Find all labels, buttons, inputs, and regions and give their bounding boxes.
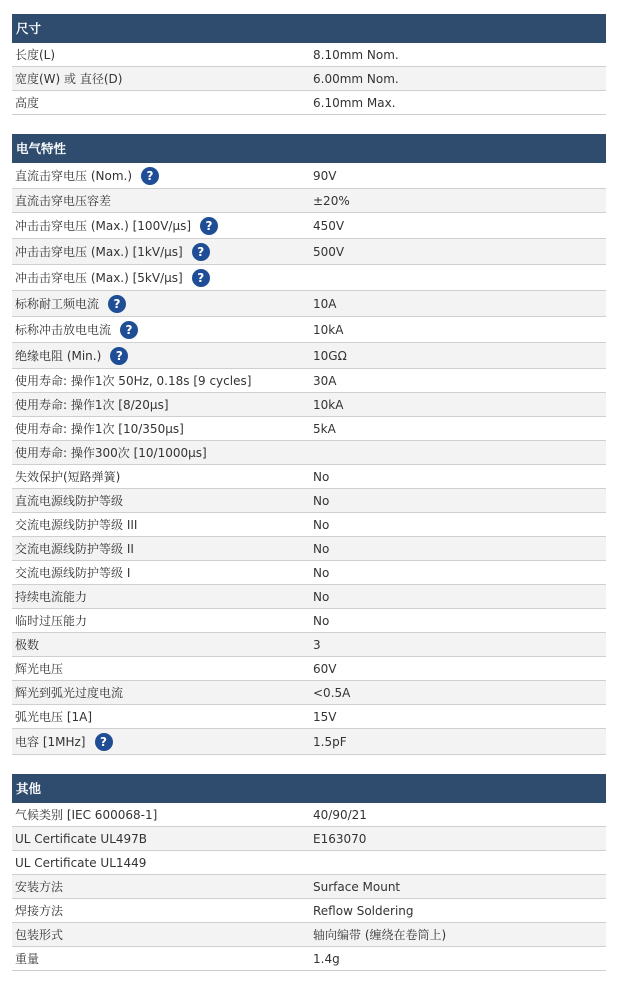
spec-label-cell xyxy=(12,856,309,870)
spec-label-cell xyxy=(12,564,309,581)
spec-row xyxy=(12,899,606,923)
spec-label-cell xyxy=(12,492,309,509)
spec-label-cell xyxy=(12,217,309,235)
spec-label: 安装方法 xyxy=(15,880,64,894)
spec-row xyxy=(12,465,606,489)
spec-value: 8.10mm Nom. xyxy=(313,47,399,62)
spec-value: 3 xyxy=(313,637,321,652)
spec-value: No xyxy=(313,493,330,508)
spec-label-cell xyxy=(12,396,309,413)
spec-label: 交流电源线防护等级 I xyxy=(15,566,131,580)
spec-value: No xyxy=(313,469,330,484)
spec-row xyxy=(12,417,606,441)
spec-value: 10kA xyxy=(313,322,344,337)
spec-row xyxy=(12,265,606,291)
spec-row xyxy=(12,705,606,729)
spec-label: 直流电源线防护等级 xyxy=(15,494,124,508)
spec-label-cell xyxy=(12,70,309,87)
spec-row xyxy=(12,803,606,827)
spec-label: 使用寿命: 操作1次 [10/350µs] xyxy=(15,422,184,436)
spec-label-cell xyxy=(12,167,309,185)
spec-label-cell xyxy=(12,612,309,629)
spec-row xyxy=(12,441,606,465)
spec-label: 极数 xyxy=(15,638,40,652)
spec-value: E163070 xyxy=(313,831,367,846)
spec-value: 60V xyxy=(313,661,337,676)
spec-label: 标称冲击放电电流 xyxy=(15,323,112,337)
spec-label-cell xyxy=(12,269,309,287)
spec-label: 宽度(W) 或 直径(D) xyxy=(15,72,123,86)
help-icon[interactable]: ? xyxy=(200,217,218,235)
spec-label-cell xyxy=(12,516,309,533)
spec-label-cell xyxy=(12,420,309,437)
spec-row xyxy=(12,923,606,947)
spec-label: 电容 [1MHz] xyxy=(15,735,86,749)
spec-label: 重量 xyxy=(15,952,40,966)
help-icon[interactable]: ? xyxy=(108,295,126,313)
spec-row xyxy=(12,947,606,971)
spec-value: 15V xyxy=(313,709,337,724)
spec-row xyxy=(12,513,606,537)
spec-row xyxy=(12,163,606,189)
spec-label-cell xyxy=(12,684,309,701)
spec-value: 10A xyxy=(313,296,337,311)
spec-label: 长度(L) xyxy=(15,48,56,62)
spec-row xyxy=(12,489,606,513)
spec-label: 包装形式 xyxy=(15,928,64,942)
spec-row xyxy=(12,239,606,265)
spec-label-cell xyxy=(12,295,309,313)
spec-label: 交流电源线防护等级 II xyxy=(15,542,134,556)
spec-value: 40/90/21 xyxy=(313,807,367,822)
spec-label: 冲击击穿电压 (Max.) [1kV/µs] xyxy=(15,245,183,259)
spec-value: Surface Mount xyxy=(313,879,401,894)
spec-row xyxy=(12,189,606,213)
help-icon[interactable]: ? xyxy=(192,269,210,287)
spec-label: 冲击击穿电压 (Max.) [5kV/µs] xyxy=(15,271,183,285)
spec-value: No xyxy=(313,517,330,532)
section-header: 其他 xyxy=(12,774,606,803)
spec-label: UL Certificate UL497B xyxy=(15,831,148,846)
help-icon[interactable]: ? xyxy=(192,243,210,261)
spec-value: 30A xyxy=(313,373,337,388)
spec-section xyxy=(12,14,606,115)
spec-label-cell xyxy=(12,321,309,339)
spec-value: No xyxy=(313,541,330,556)
spec-label-cell xyxy=(12,832,309,846)
spec-label-cell xyxy=(12,468,309,485)
spec-row xyxy=(12,291,606,317)
spec-row xyxy=(12,369,606,393)
spec-row xyxy=(12,729,606,755)
spec-value: 1.4g xyxy=(313,951,340,966)
spec-value: No xyxy=(313,613,330,628)
spec-label-cell xyxy=(12,950,309,967)
spec-label-cell xyxy=(12,372,309,389)
spec-row xyxy=(12,393,606,417)
spec-value: 轴向编带 (缠绕在卷筒上) xyxy=(313,928,447,942)
spec-label-cell xyxy=(12,660,309,677)
spec-label: 直流击穿电压 (Nom.) xyxy=(15,169,133,183)
spec-label-cell xyxy=(12,636,309,653)
spec-row xyxy=(12,827,606,851)
help-icon[interactable]: ? xyxy=(120,321,138,339)
spec-row xyxy=(12,343,606,369)
spec-value: 6.10mm Max. xyxy=(313,95,396,110)
spec-label-cell xyxy=(12,708,309,725)
spec-label: 焊接方法 xyxy=(15,904,64,918)
spec-label: 持续电流能力 xyxy=(15,590,88,604)
section-header: 尺寸 xyxy=(12,14,606,43)
spec-value: ±20% xyxy=(313,193,350,208)
spec-value: 6.00mm Nom. xyxy=(313,71,399,86)
spec-label: 气候类别 [IEC 600068-1] xyxy=(15,808,158,822)
spec-label-cell xyxy=(12,192,309,209)
spec-label-cell xyxy=(12,94,309,111)
spec-row xyxy=(12,633,606,657)
spec-row xyxy=(12,213,606,239)
help-icon[interactable]: ? xyxy=(95,733,113,751)
spec-value: 450V xyxy=(313,218,345,233)
spec-row xyxy=(12,681,606,705)
spec-row xyxy=(12,43,606,67)
spec-label-cell xyxy=(12,444,309,461)
spec-value: 10kA xyxy=(313,397,344,412)
section-header: 电气特性 xyxy=(12,134,606,163)
spec-label: 绝缘电阻 (Min.) xyxy=(15,349,102,363)
spec-label: 交流电源线防护等级 III xyxy=(15,518,138,532)
help-icon[interactable]: ? xyxy=(141,167,159,185)
spec-label: 直流击穿电压容差 xyxy=(15,194,112,208)
spec-label: 高度 xyxy=(15,96,40,110)
spec-label-cell xyxy=(12,733,309,751)
spec-label: 使用寿命: 操作1次 50Hz, 0.18s [9 cycles] xyxy=(15,374,252,388)
spec-row xyxy=(12,91,606,115)
spec-row xyxy=(12,561,606,585)
spec-row xyxy=(12,585,606,609)
spec-row xyxy=(12,657,606,681)
spec-label-cell xyxy=(12,878,309,895)
spec-sheet xyxy=(12,14,606,990)
spec-label: 辉光到弧光过度电流 xyxy=(15,686,124,700)
spec-label-cell xyxy=(12,243,309,261)
spec-label-cell xyxy=(12,588,309,605)
spec-label: 标称耐工频电流 xyxy=(15,297,100,311)
spec-row xyxy=(12,875,606,899)
spec-row xyxy=(12,851,606,875)
spec-row xyxy=(12,537,606,561)
spec-label: 冲击击穿电压 (Max.) [100V/µs] xyxy=(15,219,192,233)
spec-value: 1.5pF xyxy=(313,734,347,749)
spec-label-cell xyxy=(12,902,309,919)
spec-section xyxy=(12,774,606,971)
spec-row xyxy=(12,317,606,343)
spec-label-cell xyxy=(12,347,309,365)
spec-row xyxy=(12,609,606,633)
spec-label: 使用寿命: 操作300次 [10/1000µs] xyxy=(15,446,207,460)
spec-value: 500V xyxy=(313,244,345,259)
spec-label: UL Certificate UL1449 xyxy=(15,855,147,870)
spec-value: No xyxy=(313,565,330,580)
spec-label: 弧光电压 [1A] xyxy=(15,710,93,724)
spec-value: 10GΩ xyxy=(313,348,347,363)
spec-label-cell xyxy=(12,46,309,63)
spec-label: 使用寿命: 操作1次 [8/20µs] xyxy=(15,398,169,412)
spec-label-cell xyxy=(12,540,309,557)
spec-row xyxy=(12,67,606,91)
spec-value: 90V xyxy=(313,168,337,183)
spec-value: 5kA xyxy=(313,421,336,436)
spec-value: <0.5A xyxy=(313,685,351,700)
help-icon[interactable]: ? xyxy=(110,347,128,365)
spec-value: Reflow Soldering xyxy=(313,903,414,918)
spec-section xyxy=(12,134,606,755)
spec-label-cell xyxy=(12,806,309,823)
spec-value: No xyxy=(313,589,330,604)
spec-label: 辉光电压 xyxy=(15,662,64,676)
spec-label-cell xyxy=(12,926,309,943)
spec-label: 失效保护(短路弹簧) xyxy=(15,470,121,484)
spec-label: 临时过压能力 xyxy=(15,614,88,628)
